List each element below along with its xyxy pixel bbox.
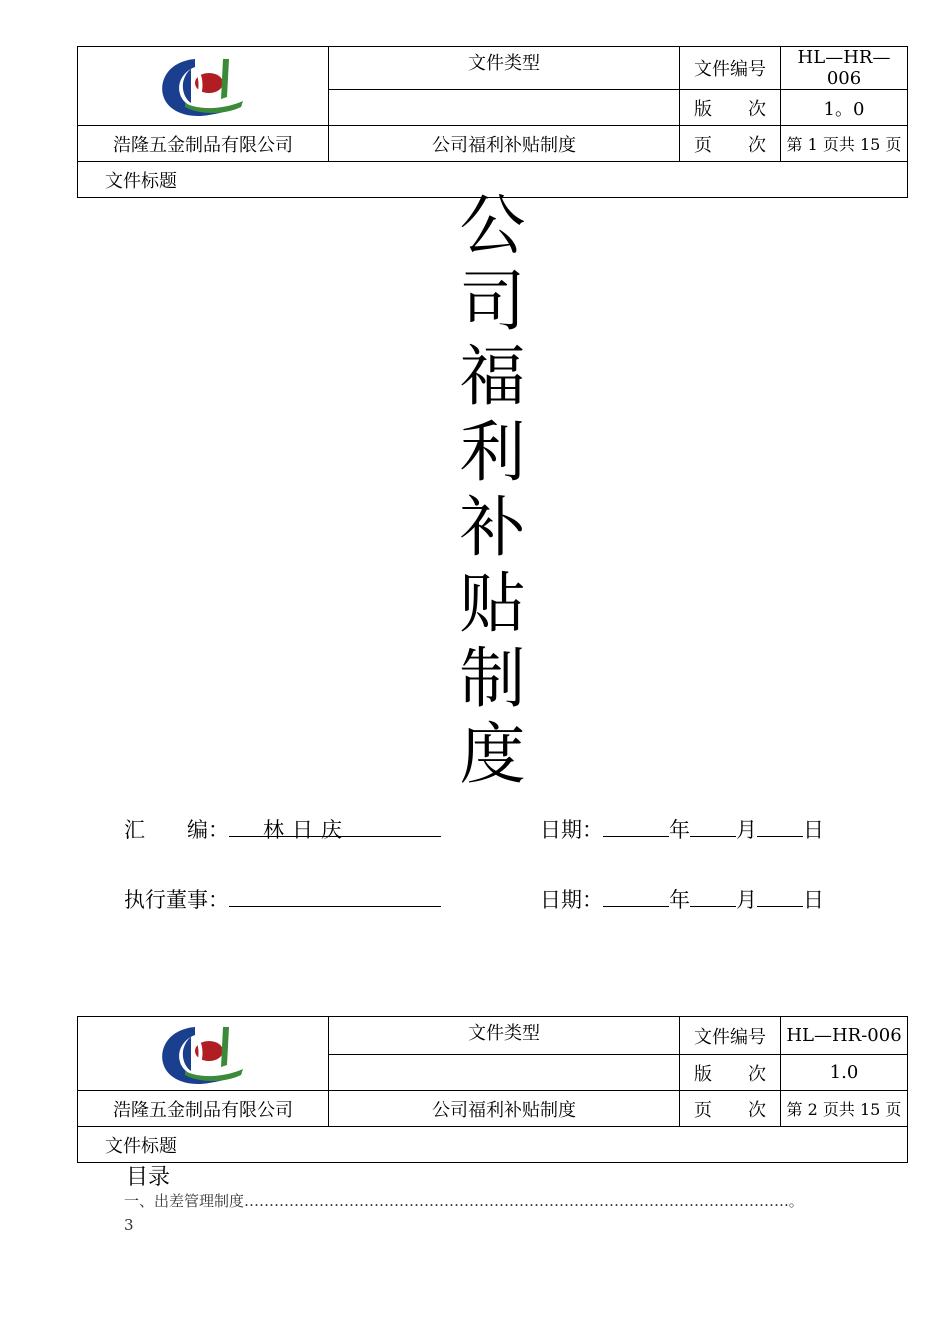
day-blank [757,884,803,907]
doc-title-label: 文件标题 [78,162,908,198]
director-name-field [229,884,441,907]
doc-type-label: 文件类型 [329,47,680,90]
month-blank [690,814,736,837]
doc-type-label: 文件类型 [329,1017,680,1055]
version-value: 1。0 [781,90,908,126]
policy-name: 公司福利补贴制度 [329,1091,680,1127]
doc-no-label: 文件编号 [680,47,781,90]
director-line [124,884,441,914]
toc-item[interactable]: 一、出差管理制度……………………………………………………………………………………………….。 [124,1192,804,1210]
title-char: 贴 [459,564,526,642]
doc-title-label: 文件标题 [78,1127,908,1163]
document-title [455,188,530,792]
year-blank [603,884,669,907]
company-logo-icon [155,1021,251,1087]
page2-header-table [77,1016,908,1163]
doc-type-value [329,90,680,126]
page-info: 第 2 页共 15 页 [781,1091,908,1127]
doc-no-value: HL—HR—006 [781,47,908,90]
compiler-date-line: 日期： 年 月 日 [540,814,824,844]
title-char: 公 [459,187,526,264]
title-char: 利 [459,413,526,491]
version-label: 版 次 [680,90,781,126]
title-char: 补 [459,489,526,566]
doc-no-value: HL—HR-006 [781,1017,908,1055]
policy-name: 公司福利补贴制度 [329,126,680,162]
logo-cell [78,1017,329,1091]
year-blank [603,814,669,837]
day-blank [757,814,803,837]
month-blank [690,884,736,907]
page-label: 页 次 [680,126,781,162]
page1-header-table [77,46,908,198]
toc-item-page: 3 [124,1216,134,1234]
title-char: 司 [459,262,526,340]
company-name: 浩隆五金制品有限公司 [78,126,329,162]
title-char: 制 [459,640,526,717]
compiler-line [124,814,441,844]
logo-cell [78,47,329,126]
title-char: 度 [459,715,526,793]
company-logo-icon [155,53,251,119]
compiler-label: 汇 编： [124,818,229,842]
page-info: 第 1 页共 15 页 [781,126,908,162]
version-value: 1.0 [781,1055,908,1091]
doc-type-value [329,1055,680,1091]
doc-no-label: 文件编号 [680,1017,781,1055]
toc-heading: 目录 [126,1165,171,1190]
version-label: 版 次 [680,1055,781,1091]
company-name: 浩隆五金制品有限公司 [78,1091,329,1127]
director-label: 执行董事： [124,888,229,912]
compiler-name-field: 林日庆 [229,814,441,837]
page-label: 页 次 [680,1091,781,1127]
title-char: 福 [459,338,526,415]
director-date-line: 日期： 年 月 日 [540,884,824,914]
